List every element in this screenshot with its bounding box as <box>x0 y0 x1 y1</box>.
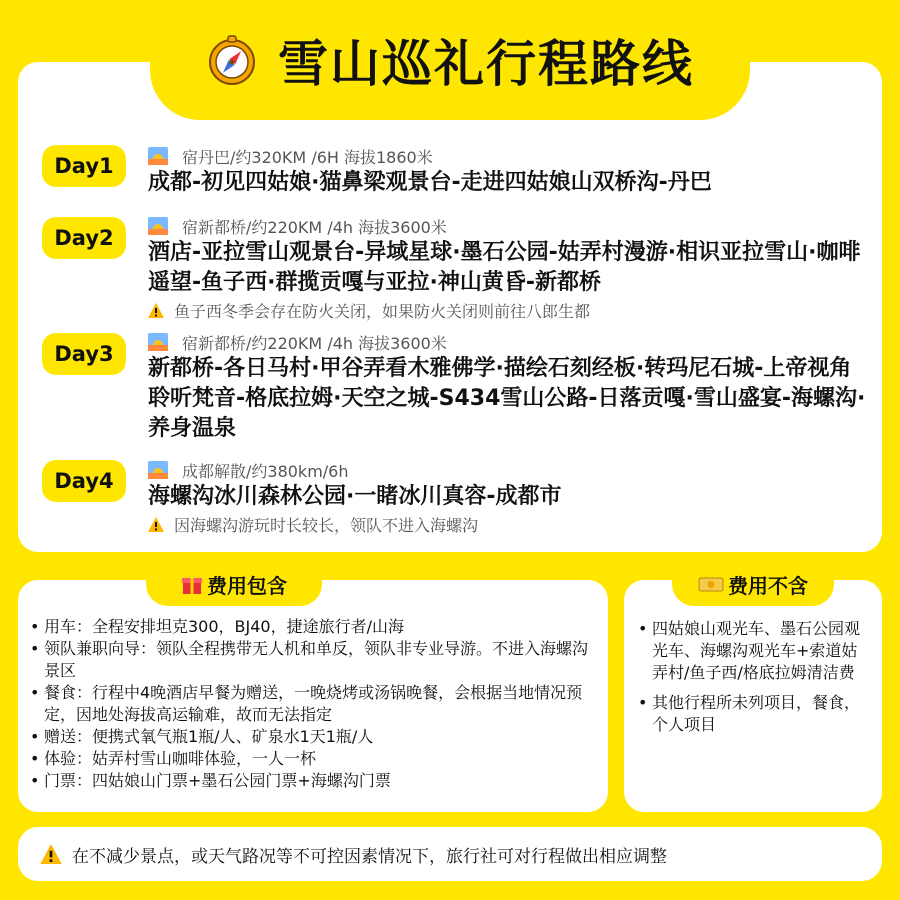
day-2-note <box>148 298 868 322</box>
day-badge-2: Day2 <box>42 217 126 259</box>
list-item: • 四姑娘山观光车、墨石公园观光车、海螺沟观光车+索道姑弄村/鱼子西/格底拉姆清洁费 <box>638 618 870 684</box>
money-icon <box>698 575 724 593</box>
day-badge-1: Day1 <box>42 145 126 187</box>
warning-icon <box>148 303 164 318</box>
day-1-meta <box>148 144 868 168</box>
title-tab <box>150 0 750 120</box>
day-2-meta <box>148 214 868 238</box>
compass-icon <box>206 34 258 86</box>
day-3-route: 新都桥-各日马村·甲谷弄看木雅佛学·描绘石刻经板·转玛尼石城-上帝视角聆听梵音-格底拉姆·天空之城-S434雪山公路-日落贡嘎·雪山盛宴-海螺沟·养身温泉 <box>148 356 866 441</box>
day-2-meta-text: 宿新都桥/约220KM /4h 海拔3600米 <box>182 217 447 237</box>
day-badge-3: Day3 <box>42 333 126 375</box>
day-2-block <box>148 214 868 322</box>
day-1-block <box>148 144 868 198</box>
fee-included-card <box>18 573 608 812</box>
fee-included-title: 费用包含 <box>207 573 287 598</box>
day-3-block <box>148 330 868 444</box>
list-item: • 其他行程所未列项目，餐食，个人项目 <box>638 692 870 736</box>
day-1-route: 成都-初见四姑娘·猫鼻梁观景台-走进四姑娘山双桥沟-丹巴 <box>148 170 712 195</box>
fee-excluded-tab <box>672 562 834 606</box>
day-1-meta-text: 宿丹巴/约320KM /6H 海拔1860米 <box>182 147 433 167</box>
footer-note-card <box>18 827 882 881</box>
sunrise-icon <box>148 147 168 165</box>
fee-included-tab <box>146 562 322 606</box>
fee-excluded-list <box>638 618 870 736</box>
warning-icon <box>40 844 62 864</box>
list-item: • 体验：姑弄村雪山咖啡体验，一人一杯 <box>30 748 596 770</box>
day-4-meta-text: 成都解散/约380km/6h <box>182 461 349 481</box>
sunrise-icon <box>148 217 168 235</box>
day-4-block <box>148 458 868 536</box>
list-item: • 用车：全程安排坦克300，BJ40，捷途旅行者/山海 <box>30 616 596 638</box>
day-2-route: 酒店-亚拉雪山观景台-异域星球·墨石公园-姑弄村漫游·相识亚拉雪山·咖啡遥望-鱼子西·群揽贡嘎与亚拉·神山黄昏-新都桥 <box>148 240 861 295</box>
list-item: • 领队兼职向导：领队全程携带无人机和单反，领队非专业导游。不进入海螺沟景区 <box>30 638 596 682</box>
day-4-meta <box>148 458 868 482</box>
day-4-note <box>148 512 868 536</box>
warning-icon <box>148 517 164 532</box>
list-item: • 门票：四姑娘山门票+墨石公园门票+海螺沟门票 <box>30 770 596 792</box>
fee-included-list <box>30 616 596 792</box>
fee-excluded-card <box>624 573 882 812</box>
day-2-note-text: 鱼子西冬季会存在防火关闭，如果防火关闭则前往八郎生都 <box>174 301 591 321</box>
day-4-route: 海螺沟冰川森林公园·一睹冰川真容-成都市 <box>148 484 562 509</box>
list-item: • 赠送：便携式氧气瓶1瓶/人、矿泉水1天1瓶/人 <box>30 726 596 748</box>
list-item: • 餐食：行程中4晚酒店早餐为赠送，一晚烧烤或汤锅晚餐，会根据当地情况预定，因地处海拔高运输难，故而无法指定 <box>30 682 596 726</box>
footer-note-text: 在不减少景点，或天气路况等不可控因素情况下，旅行社可对行程做出相应调整 <box>72 846 667 867</box>
fee-excluded-title: 费用不含 <box>728 573 808 598</box>
day-3-meta <box>148 330 868 354</box>
day-4-note-text: 因海螺沟游玩时长较长，领队不进入海螺沟 <box>174 515 479 535</box>
day-3-meta-text: 宿新都桥/约220KM /4h 海拔3600米 <box>182 333 447 353</box>
sunrise-icon <box>148 333 168 351</box>
gift-icon <box>181 573 203 595</box>
page-title: 雪山巡礼行程路线 <box>278 35 694 93</box>
day-badge-4: Day4 <box>42 460 126 502</box>
sunrise-icon <box>148 461 168 479</box>
